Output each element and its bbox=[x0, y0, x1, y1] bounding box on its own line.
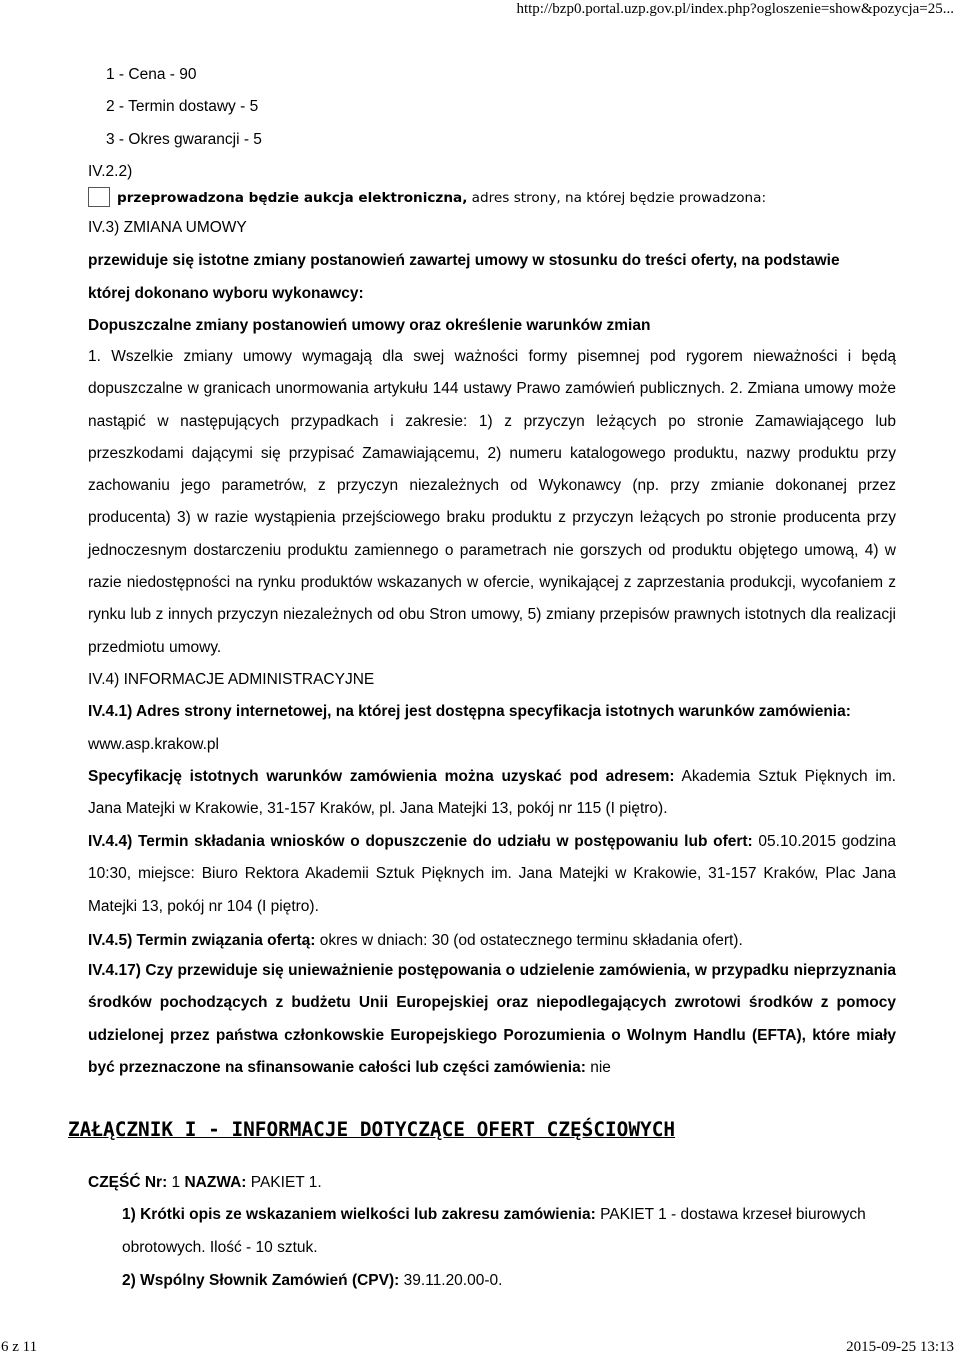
criterion-delivery: 2 - Termin dostawy - 5 bbox=[106, 98, 259, 115]
iv-4-17-label: IV.4.17) Czy przewiduje się unieważnienie postępowania o udzielenie zamówienia, w przypadku nieprzyznania środków pochodzących z budżetu Unii Europejskiej oraz niepodlegających zwrotowi środków z pomocy udzielonej przez państwa członkowskie Europejskiego Porozumienia o Wolnym Handlu (EFTA), które miały być przeznaczone na sfinansowanie całości lub części zamówienia: bbox=[88, 962, 896, 1076]
cpv-line bbox=[122, 1272, 502, 1290]
name-label: NAZWA: bbox=[184, 1174, 247, 1191]
cpv-value: 39.11.20.00-0. bbox=[399, 1272, 503, 1289]
page-number: 6 z 11 bbox=[1, 1339, 38, 1355]
name-value: PAKIET 1. bbox=[246, 1174, 322, 1191]
auction-checkbox bbox=[88, 187, 110, 207]
section-iv-4-heading: IV.4) INFORMACJE ADMINISTRACYJNE bbox=[88, 671, 375, 688]
iv-4-4-value: 05.10.2015 godzina 10:30, miejsce: Biuro Rektora Akademii Sztuk Pięknych im. Jana Matejki w Krakowie, 31-157 Kraków, Plac Jana Matejki 13, pokój nr 104 (I piętro). bbox=[88, 833, 896, 915]
cpv-label: 2) Wspólny Słownik Zamówień (CPV): bbox=[122, 1272, 400, 1289]
auction-label: przeprowadzona będzie aukcja elektroniczna, bbox=[117, 190, 468, 206]
iv-4-4-label: IV.4.4) Termin składania wniosków o dopuszczenie do udziału w postępowaniu lub ofert: bbox=[88, 833, 753, 850]
part-label: CZĘŚĆ Nr: bbox=[88, 1174, 168, 1191]
print-datetime: 2015-09-25 13:13 bbox=[846, 1339, 954, 1355]
print-header-url: http://bzp0.portal.uzp.gov.pl/index.php?ogloszenie=show&pozycja=25... bbox=[516, 1, 954, 17]
iv-4-5-label: IV.4.5) Termin związania ofertą: bbox=[88, 932, 316, 949]
spec-address bbox=[88, 761, 896, 826]
iv-4-4 bbox=[88, 826, 896, 923]
iv-4-5-value: okres w dniach: 30 (od ostatecznego terminu składania ofert). bbox=[315, 932, 743, 949]
criterion-price: 1 - Cena - 90 bbox=[106, 66, 197, 83]
iv-4-1-label: IV.4.1) Adres strony internetowej, na której jest dostępna specyfikacja istotnych warunków zamówienia: bbox=[88, 703, 851, 720]
changes-body: 1. Wszelkie zmiany umowy wymagają dla swej ważności formy pisemnej pod rygorem nieważności i będą dopuszczalne w granicach unormowania artykułu 144 ustawy Prawo zamówień publicznych. 2. Zmiana umowy może nastąpić w następujących przypadkach i zakresie: 1) z przyczyn leżących po stronie Zamawiającego lub przeszkodami dającymi się przypisać Zamawiającemu, 2) numeru katalogowego produktu, nazwy produktu przy zachowaniu jego parametrów, z przyczyn niezależnych od Wykonawcy (np. przy zmianie dokonanej przez producenta) 3) w razie wystąpienia przejściowego braku produktu z przyczyn leżących po stronie producenta przy jednoczesnym dostarczeniu produktu zamiennego o parametrach nie gorszych od produktu objętego umową, 4) w razie niedostępności na rynku produktów wskazanych w ofercie, wynikającej z zaprzestania produkcji, wycofaniem z rynku lub z innych przyczyn niezależnych od obu Stron umowy, 5) zmiany przepisów prawnych istotnych dla realizacji przedmiotu umowy. bbox=[88, 348, 896, 656]
iv-4-5 bbox=[88, 932, 743, 950]
desc-value: PAKIET 1 - dostawa krzeseł biurowych obrotowych. Ilość - 10 sztuk. bbox=[122, 1206, 866, 1256]
iv-4-1-value: www.asp.krakow.pl bbox=[88, 736, 219, 753]
desc-label: 1) Krótki opis ze wskazaniem wielkości lub zakresu zamówienia: bbox=[122, 1206, 596, 1223]
criterion-warranty: 3 - Okres gwarancji - 5 bbox=[106, 131, 262, 148]
auction-rest: adres strony, na której będzie prowadzona: bbox=[467, 190, 767, 206]
part-nr: 1 bbox=[167, 1174, 185, 1191]
iv-4-17-value: nie bbox=[585, 1058, 611, 1076]
changes-question-line1: przewiduje się istotne zmiany postanowień zawartej umowy w stosunku do treści oferty, na podstawie bbox=[88, 252, 840, 269]
spec-value: Akademia Sztuk Pięknych im. Jana Matejki w Krakowie, 31-157 Kraków, pl. Jana Matejki 13, pokój nr 115 (I piętro). bbox=[88, 768, 896, 818]
section-iv-3-heading: IV.3) ZMIANA UMOWY bbox=[88, 219, 247, 236]
changes-subheading: Dopuszczalne zmiany postanowień umowy oraz określenie warunków zmian bbox=[88, 317, 651, 334]
part-line bbox=[88, 1174, 322, 1192]
auction-line bbox=[117, 190, 766, 206]
attachment-title: ZAŁĄCZNIK I - INFORMACJE DOTYCZĄCE OFERT CZĘŚCIOWYCH bbox=[68, 1118, 676, 1141]
part-description bbox=[122, 1199, 894, 1264]
iv-4-17 bbox=[88, 955, 896, 1084]
changes-question-line2: której dokonano wyboru wykonawcy: bbox=[88, 285, 364, 302]
spec-label: Specyfikację istotnych warunków zamówienia można uzyskać pod adresem: bbox=[88, 768, 675, 785]
section-iv-2-2-heading: IV.2.2) bbox=[88, 163, 133, 180]
